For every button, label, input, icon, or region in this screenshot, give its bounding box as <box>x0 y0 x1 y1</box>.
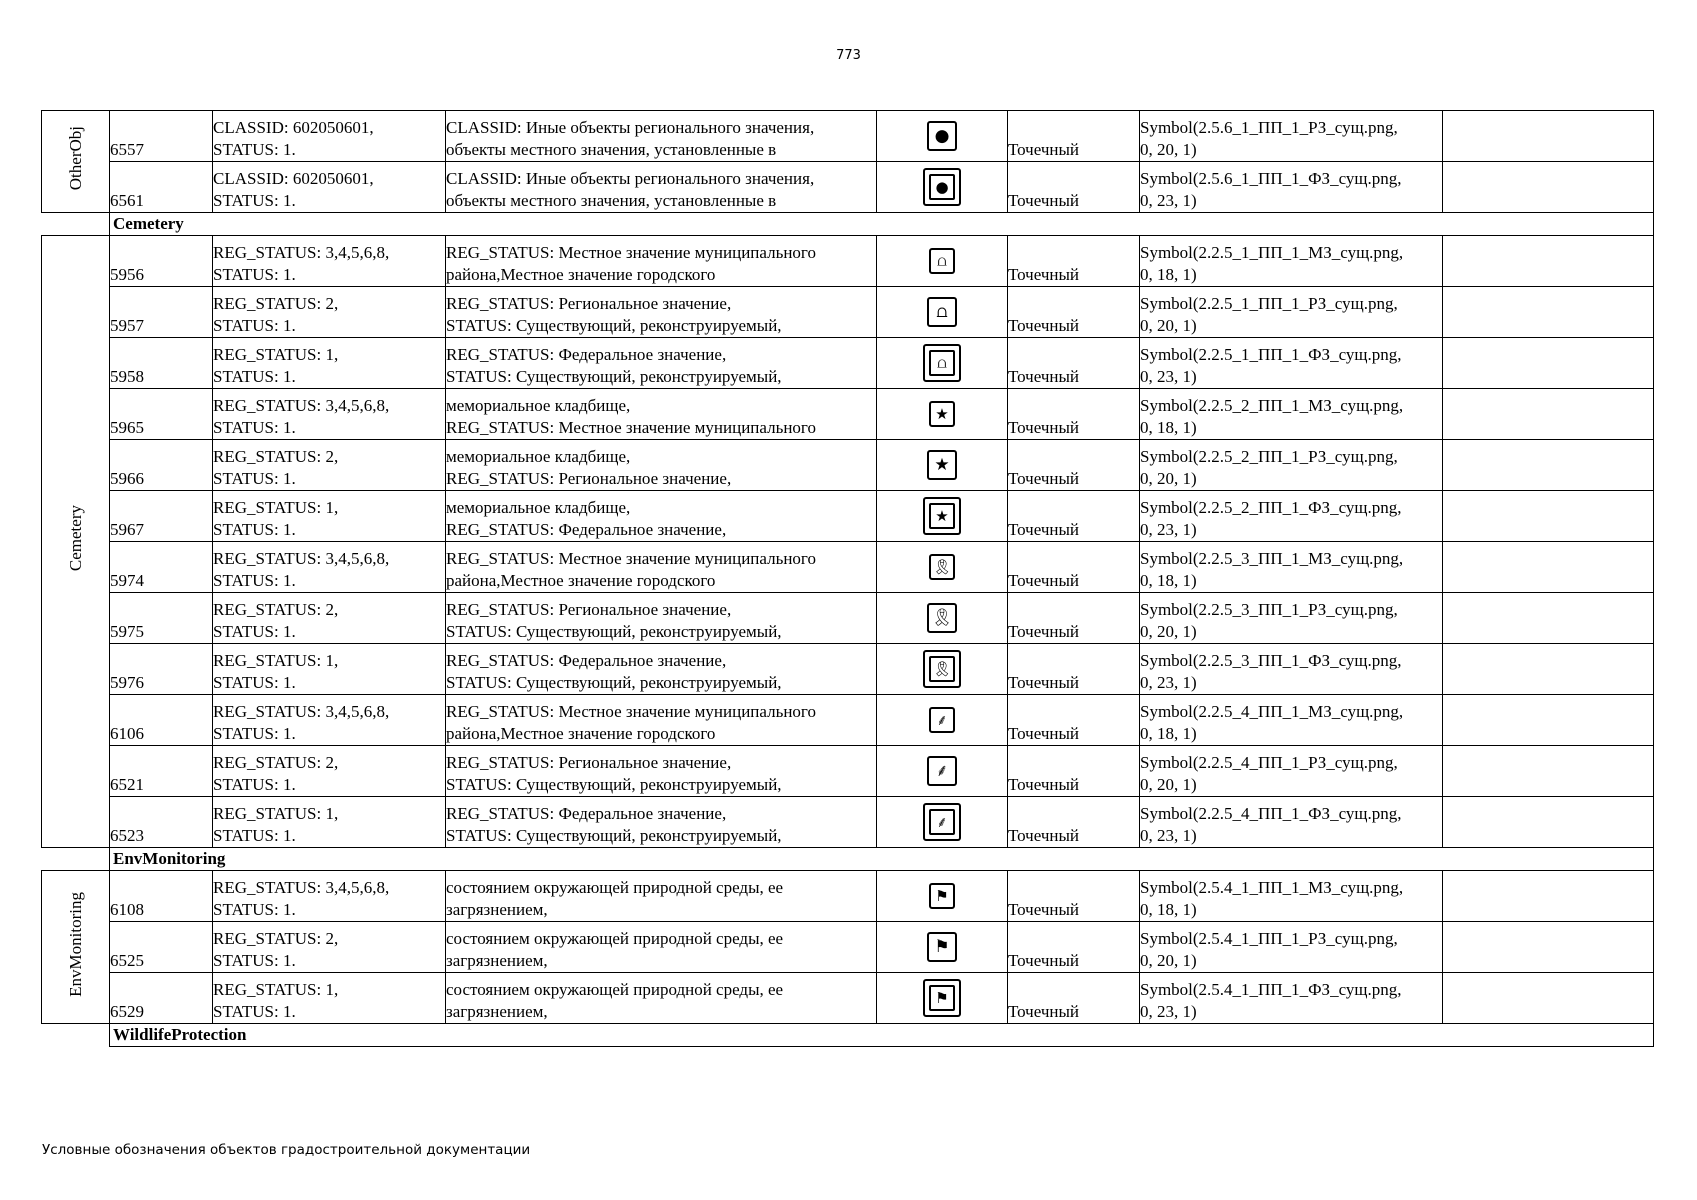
description-cell <box>446 162 877 213</box>
geometry-type: Точечный <box>1008 236 1140 287</box>
description-cell <box>446 871 877 922</box>
query-cell <box>213 389 446 440</box>
object-code: 6557 <box>110 111 213 162</box>
query-line-2: STATUS: 1. <box>213 520 296 539</box>
description-line-1: REG_STATUS: Региональное значение, <box>446 294 732 313</box>
description-line-2: загрязнением, <box>446 900 548 919</box>
group-label: EnvMonitoring <box>65 891 85 997</box>
description-cell <box>446 440 877 491</box>
description-cell <box>446 236 877 287</box>
object-code: 6108 <box>110 871 213 922</box>
query-cell <box>213 287 446 338</box>
geometry-type: Точечный <box>1008 542 1140 593</box>
query-cell <box>213 236 446 287</box>
symbol-function-line-2: 0, 20, 1) <box>1140 622 1197 641</box>
square-dot-icon <box>927 121 957 151</box>
symbol-glyph: ⩍ <box>936 301 948 322</box>
query-cell <box>213 871 446 922</box>
query-line-1: CLASSID: 602050601, <box>213 118 374 137</box>
description-line-1: CLASSID: Иные объекты регионального значения, <box>446 118 815 137</box>
empty-cell <box>1443 389 1654 440</box>
symbol-function-cell <box>1140 542 1443 593</box>
query-line-1: REG_STATUS: 2, <box>213 600 339 619</box>
star-icon <box>929 401 955 427</box>
description-line-2: STATUS: Существующий, реконструируемый, <box>446 673 782 692</box>
description-cell <box>446 287 877 338</box>
object-code: 5966 <box>110 440 213 491</box>
query-cell <box>213 491 446 542</box>
empty-cell <box>1443 236 1654 287</box>
query-cell <box>213 746 446 797</box>
symbol-function-line-2: 0, 23, 1) <box>1140 520 1197 539</box>
query-line-2: STATUS: 1. <box>213 418 296 437</box>
query-cell <box>213 593 446 644</box>
empty-cell <box>1443 973 1654 1024</box>
query-line-1: REG_STATUS: 2, <box>213 447 339 466</box>
description-line-2: района,Местное значение городского <box>446 571 716 590</box>
symbol-function-line-2: 0, 18, 1) <box>1140 571 1197 590</box>
description-line-2: загрязнением, <box>446 951 548 970</box>
group-label: Cemetery <box>65 505 85 572</box>
symbol-function-line-1: Symbol(2.2.5_3_ПП_1_МЗ_сущ.png, <box>1140 549 1404 568</box>
geometry-type: Точечный <box>1008 162 1140 213</box>
query-line-1: REG_STATUS: 1, <box>213 804 339 823</box>
geometry-type: Точечный <box>1008 440 1140 491</box>
description-line-1: состоянием окружающей природной среды, ее <box>446 929 784 948</box>
query-cell <box>213 440 446 491</box>
query-line-2: STATUS: 1. <box>213 724 296 743</box>
table-row <box>42 922 1654 973</box>
tomb-icon <box>929 248 955 274</box>
description-line-2: района,Местное значение городского <box>446 265 716 284</box>
symbol-glyph: ● <box>934 125 950 146</box>
section-header: EnvMonitoring <box>110 848 1654 871</box>
description-cell <box>446 491 877 542</box>
empty-cell <box>1443 746 1654 797</box>
table-row <box>42 542 1654 593</box>
symbol-function-line-1: Symbol(2.2.5_1_ПП_1_РЗ_сущ.png, <box>1140 294 1398 313</box>
query-cell <box>213 111 446 162</box>
description-line-1: REG_STATUS: Региональное значение, <box>446 753 732 772</box>
symbol-inner-frame <box>929 656 955 682</box>
query-line-2: STATUS: 1. <box>213 316 296 335</box>
symbol-inner-frame <box>929 350 955 376</box>
query-line-1: REG_STATUS: 1, <box>213 980 339 999</box>
query-line-2: STATUS: 1. <box>213 826 296 845</box>
empty-cell <box>1443 871 1654 922</box>
empty-cell <box>1443 922 1654 973</box>
table-row <box>42 871 1654 922</box>
description-line-2: REG_STATUS: Местное значение муниципального <box>446 418 816 437</box>
description-cell <box>446 695 877 746</box>
symbol-function-line-2: 0, 23, 1) <box>1140 367 1197 386</box>
query-line-2: STATUS: 1. <box>213 140 296 159</box>
geometry-type: Точечный <box>1008 644 1140 695</box>
description-line-1: REG_STATUS: Федеральное значение, <box>446 804 727 823</box>
symbol-cell <box>877 593 1008 644</box>
geometry-type: Точечный <box>1008 389 1140 440</box>
symbol-inner-frame <box>929 503 955 529</box>
description-line-2: STATUS: Существующий, реконструируемый, <box>446 826 782 845</box>
query-line-1: REG_STATUS: 3,4,5,6,8, <box>213 243 390 262</box>
description-line-1: мемориальное кладбище, <box>446 396 631 415</box>
empty-cell <box>1443 491 1654 542</box>
object-code: 5957 <box>110 287 213 338</box>
symbol-function-line-2: 0, 20, 1) <box>1140 951 1197 970</box>
description-line-1: мемориальное кладбище, <box>446 498 631 517</box>
symbol-glyph: ⩍ <box>937 251 947 270</box>
symbol-function-cell <box>1140 287 1443 338</box>
section-header-row <box>42 213 1654 236</box>
query-line-1: REG_STATUS: 3,4,5,6,8, <box>213 702 390 721</box>
description-cell <box>446 644 877 695</box>
table-row <box>42 338 1654 389</box>
query-line-2: STATUS: 1. <box>213 571 296 590</box>
symbol-function-line-2: 0, 18, 1) <box>1140 418 1197 437</box>
group-label-cell <box>42 111 110 213</box>
empty-cell <box>1443 111 1654 162</box>
group-label-cell <box>42 871 110 1024</box>
table-row <box>42 491 1654 542</box>
description-line-2: объекты местного значения, установленные в <box>446 191 777 210</box>
query-cell <box>213 338 446 389</box>
description-line-2: STATUS: Существующий, реконструируемый, <box>446 622 782 641</box>
query-line-2: STATUS: 1. <box>213 673 296 692</box>
table-row <box>42 593 1654 644</box>
header-spacer <box>42 1024 110 1047</box>
symbol-function-line-2: 0, 23, 1) <box>1140 191 1197 210</box>
section-header-row <box>42 1024 1654 1047</box>
query-line-2: STATUS: 1. <box>213 1002 296 1021</box>
symbol-function-line-1: Symbol(2.5.6_1_ПП_1_РЗ_сущ.png, <box>1140 118 1398 137</box>
description-line-1: состоянием окружающей природной среды, ее <box>446 878 784 897</box>
description-cell <box>446 746 877 797</box>
symbol-function-cell <box>1140 389 1443 440</box>
geometry-type: Точечный <box>1008 338 1140 389</box>
symbol-cell <box>877 644 1008 695</box>
symbol-function-line-1: Symbol(2.2.5_4_ПП_1_МЗ_сущ.png, <box>1140 702 1404 721</box>
query-line-2: STATUS: 1. <box>213 900 296 919</box>
query-line-1: CLASSID: 602050601, <box>213 169 374 188</box>
symbol-function-line-1: Symbol(2.2.5_1_ПП_1_ФЗ_сущ.png, <box>1140 345 1402 364</box>
description-line-2: STATUS: Существующий, реконструируемый, <box>446 775 782 794</box>
tomb-icon <box>927 297 957 327</box>
query-line-2: STATUS: 1. <box>213 469 296 488</box>
symbol-function-line-2: 0, 18, 1) <box>1140 900 1197 919</box>
object-code: 5956 <box>110 236 213 287</box>
query-line-1: REG_STATUS: 2, <box>213 294 339 313</box>
description-line-2: объекты местного значения, установленные в <box>446 140 777 159</box>
empty-cell <box>1443 542 1654 593</box>
header-spacer <box>42 848 110 871</box>
geometry-type: Точечный <box>1008 695 1140 746</box>
tomb-icon <box>923 344 961 382</box>
symbol-cell <box>877 287 1008 338</box>
symbol-cell <box>877 236 1008 287</box>
object-code: 6529 <box>110 973 213 1024</box>
ribbon-icon <box>923 650 961 688</box>
geometry-type: Точечный <box>1008 922 1140 973</box>
symbol-glyph: ⚑ <box>935 886 949 905</box>
symbol-function-line-2: 0, 20, 1) <box>1140 316 1197 335</box>
symbol-cell <box>877 922 1008 973</box>
table-row <box>42 797 1654 848</box>
table-row <box>42 746 1654 797</box>
table-row <box>42 695 1654 746</box>
symbol-cell <box>877 111 1008 162</box>
symbol-glyph: ★ <box>935 404 949 423</box>
query-line-2: STATUS: 1. <box>213 265 296 284</box>
geometry-type: Точечный <box>1008 111 1140 162</box>
table-row <box>42 162 1654 213</box>
query-line-1: REG_STATUS: 2, <box>213 753 339 772</box>
star-icon <box>923 497 961 535</box>
description-line-1: REG_STATUS: Региональное значение, <box>446 600 732 619</box>
query-cell <box>213 922 446 973</box>
query-line-1: REG_STATUS: 1, <box>213 651 339 670</box>
geometry-type: Точечный <box>1008 973 1140 1024</box>
query-line-1: REG_STATUS: 1, <box>213 345 339 364</box>
query-line-2: STATUS: 1. <box>213 622 296 641</box>
geometry-type: Точечный <box>1008 797 1140 848</box>
square-dot-icon <box>923 168 961 206</box>
symbol-inner-frame <box>929 174 955 200</box>
monitoring-station-icon <box>923 979 961 1017</box>
table-row <box>42 440 1654 491</box>
symbol-function-cell <box>1140 593 1443 644</box>
description-cell <box>446 338 877 389</box>
description-cell <box>446 973 877 1024</box>
description-line-1: состоянием окружающей природной среды, ее <box>446 980 784 999</box>
geometry-type: Точечный <box>1008 287 1140 338</box>
query-line-2: STATUS: 1. <box>213 367 296 386</box>
description-line-2: STATUS: Существующий, реконструируемый, <box>446 316 782 335</box>
symbol-cell <box>877 338 1008 389</box>
object-code: 5974 <box>110 542 213 593</box>
description-line-1: REG_STATUS: Местное значение муниципального <box>446 702 816 721</box>
object-code: 5976 <box>110 644 213 695</box>
symbol-glyph: ⸙ <box>936 812 948 831</box>
description-line-2: района,Местное значение городского <box>446 724 716 743</box>
symbol-function-line-2: 0, 18, 1) <box>1140 265 1197 284</box>
description-cell <box>446 542 877 593</box>
symbol-function-line-2: 0, 20, 1) <box>1140 469 1197 488</box>
empty-cell <box>1443 797 1654 848</box>
object-code: 5958 <box>110 338 213 389</box>
symbol-glyph: ★ <box>934 454 950 475</box>
symbol-function-cell <box>1140 922 1443 973</box>
empty-cell <box>1443 287 1654 338</box>
query-cell <box>213 695 446 746</box>
symbol-function-cell <box>1140 440 1443 491</box>
geometry-type: Точечный <box>1008 491 1140 542</box>
symbol-function-cell <box>1140 973 1443 1024</box>
symbol-glyph: ⚑ <box>935 988 949 1007</box>
symbol-function-line-1: Symbol(2.2.5_4_ПП_1_РЗ_сущ.png, <box>1140 753 1398 772</box>
query-line-1: REG_STATUS: 3,4,5,6,8, <box>213 396 390 415</box>
symbol-function-line-2: 0, 23, 1) <box>1140 826 1197 845</box>
symbol-function-line-2: 0, 20, 1) <box>1140 140 1197 159</box>
symbol-cell <box>877 542 1008 593</box>
geometry-type: Точечный <box>1008 593 1140 644</box>
symbol-function-cell <box>1140 236 1443 287</box>
symbol-function-line-1: Symbol(2.2.5_2_ПП_1_МЗ_сущ.png, <box>1140 396 1404 415</box>
flower-icon <box>927 756 957 786</box>
symbol-function-cell <box>1140 871 1443 922</box>
symbol-function-line-2: 0, 23, 1) <box>1140 1002 1197 1021</box>
query-cell <box>213 797 446 848</box>
section-header: WildlifeProtection <box>110 1024 1654 1047</box>
symbol-function-line-1: Symbol(2.5.4_1_ПП_1_РЗ_сущ.png, <box>1140 929 1398 948</box>
symbol-function-line-1: Symbol(2.2.5_2_ПП_1_ФЗ_сущ.png, <box>1140 498 1402 517</box>
table-row <box>42 644 1654 695</box>
symbol-function-line-1: Symbol(2.2.5_3_ПП_1_ФЗ_сущ.png, <box>1140 651 1402 670</box>
symbol-function-line-1: Symbol(2.2.5_1_ПП_1_МЗ_сущ.png, <box>1140 243 1404 262</box>
query-line-2: STATUS: 1. <box>213 951 296 970</box>
empty-cell <box>1443 338 1654 389</box>
query-line-2: STATUS: 1. <box>213 775 296 794</box>
description-line-1: мемориальное кладбище, <box>446 447 631 466</box>
object-code: 6106 <box>110 695 213 746</box>
symbol-function-line-2: 0, 20, 1) <box>1140 775 1197 794</box>
object-code: 6525 <box>110 922 213 973</box>
symbol-function-cell <box>1140 797 1443 848</box>
object-code: 5967 <box>110 491 213 542</box>
symbol-inner-frame <box>929 809 955 835</box>
query-cell <box>213 542 446 593</box>
symbol-glyph: ⚑ <box>934 936 950 957</box>
table-row <box>42 287 1654 338</box>
star-icon <box>927 450 957 480</box>
table-row <box>42 111 1654 162</box>
symbol-table <box>41 110 1654 1047</box>
symbol-function-cell <box>1140 338 1443 389</box>
symbol-cell <box>877 973 1008 1024</box>
symbol-inner-frame <box>929 985 955 1011</box>
empty-cell <box>1443 644 1654 695</box>
symbol-function-cell <box>1140 491 1443 542</box>
object-code: 5965 <box>110 389 213 440</box>
query-line-1: REG_STATUS: 1, <box>213 498 339 517</box>
query-line-1: REG_STATUS: 3,4,5,6,8, <box>213 878 390 897</box>
symbol-function-line-1: Symbol(2.2.5_3_ПП_1_РЗ_сущ.png, <box>1140 600 1398 619</box>
symbol-function-line-2: 0, 18, 1) <box>1140 724 1197 743</box>
description-line-2: REG_STATUS: Региональное значение, <box>446 469 732 488</box>
empty-cell <box>1443 593 1654 644</box>
query-line-1: REG_STATUS: 2, <box>213 929 339 948</box>
object-code: 5975 <box>110 593 213 644</box>
empty-cell <box>1443 162 1654 213</box>
geometry-type: Точечный <box>1008 871 1140 922</box>
description-line-1: REG_STATUS: Федеральное значение, <box>446 651 727 670</box>
object-code: 6561 <box>110 162 213 213</box>
header-spacer <box>42 213 110 236</box>
symbol-cell <box>877 162 1008 213</box>
flower-icon <box>929 707 955 733</box>
description-line-2: загрязнением, <box>446 1002 548 1021</box>
empty-cell <box>1443 695 1654 746</box>
query-cell <box>213 973 446 1024</box>
symbol-glyph: ⸙ <box>936 710 948 729</box>
description-line-1: CLASSID: Иные объекты регионального значения, <box>446 169 815 188</box>
symbol-function-line-1: Symbol(2.5.4_1_ПП_1_МЗ_сущ.png, <box>1140 878 1404 897</box>
description-line-2: STATUS: Существующий, реконструируемый, <box>446 367 782 386</box>
symbol-function-cell <box>1140 746 1443 797</box>
symbol-glyph: 🎗 <box>932 659 952 678</box>
symbol-glyph: ⸙ <box>935 760 949 781</box>
symbol-cell <box>877 797 1008 848</box>
footer-caption: Условные обозначения объектов градостроительной документации <box>42 1142 531 1158</box>
ribbon-icon <box>929 554 955 580</box>
description-cell <box>446 922 877 973</box>
object-code: 6521 <box>110 746 213 797</box>
monitoring-station-icon <box>929 883 955 909</box>
symbol-glyph: ★ <box>935 506 949 525</box>
description-line-1: REG_STATUS: Местное значение муниципального <box>446 549 816 568</box>
symbol-cell <box>877 440 1008 491</box>
symbol-function-cell <box>1140 644 1443 695</box>
flower-icon <box>923 803 961 841</box>
description-cell <box>446 389 877 440</box>
symbol-cell <box>877 695 1008 746</box>
symbol-glyph: 🎗 <box>932 557 952 576</box>
query-line-2: STATUS: 1. <box>213 191 296 210</box>
group-label: OtherObj <box>65 126 85 191</box>
monitoring-station-icon <box>927 932 957 962</box>
symbol-function-line-1: Symbol(2.5.4_1_ПП_1_ФЗ_сущ.png, <box>1140 980 1402 999</box>
table-row <box>42 389 1654 440</box>
symbol-function-cell <box>1140 111 1443 162</box>
symbol-cell <box>877 491 1008 542</box>
page-number: 773 <box>836 48 861 63</box>
symbol-cell <box>877 746 1008 797</box>
table-row <box>42 973 1654 1024</box>
symbol-cell <box>877 871 1008 922</box>
object-code: 6523 <box>110 797 213 848</box>
description-line-1: REG_STATUS: Федеральное значение, <box>446 345 727 364</box>
description-line-1: REG_STATUS: Местное значение муниципального <box>446 243 816 262</box>
symbol-function-line-2: 0, 23, 1) <box>1140 673 1197 692</box>
symbol-glyph: ⩍ <box>937 353 947 372</box>
empty-cell <box>1443 440 1654 491</box>
ribbon-icon <box>927 603 957 633</box>
description-cell <box>446 111 877 162</box>
symbol-function-cell <box>1140 162 1443 213</box>
group-label-cell <box>42 236 110 848</box>
description-line-2: REG_STATUS: Федеральное значение, <box>446 520 727 539</box>
symbol-function-cell <box>1140 695 1443 746</box>
query-line-1: REG_STATUS: 3,4,5,6,8, <box>213 549 390 568</box>
symbol-glyph: ● <box>935 177 949 196</box>
symbol-function-line-1: Symbol(2.2.5_4_ПП_1_ФЗ_сущ.png, <box>1140 804 1402 823</box>
section-header-row <box>42 848 1654 871</box>
geometry-type: Точечный <box>1008 746 1140 797</box>
symbol-function-line-1: Symbol(2.2.5_2_ПП_1_РЗ_сущ.png, <box>1140 447 1398 466</box>
symbol-function-line-1: Symbol(2.5.6_1_ПП_1_ФЗ_сущ.png, <box>1140 169 1402 188</box>
query-cell <box>213 162 446 213</box>
query-cell <box>213 644 446 695</box>
symbol-cell <box>877 389 1008 440</box>
section-header: Cemetery <box>110 213 1654 236</box>
description-cell <box>446 593 877 644</box>
table-row <box>42 236 1654 287</box>
symbol-glyph: 🎗 <box>931 607 953 628</box>
description-cell <box>446 797 877 848</box>
